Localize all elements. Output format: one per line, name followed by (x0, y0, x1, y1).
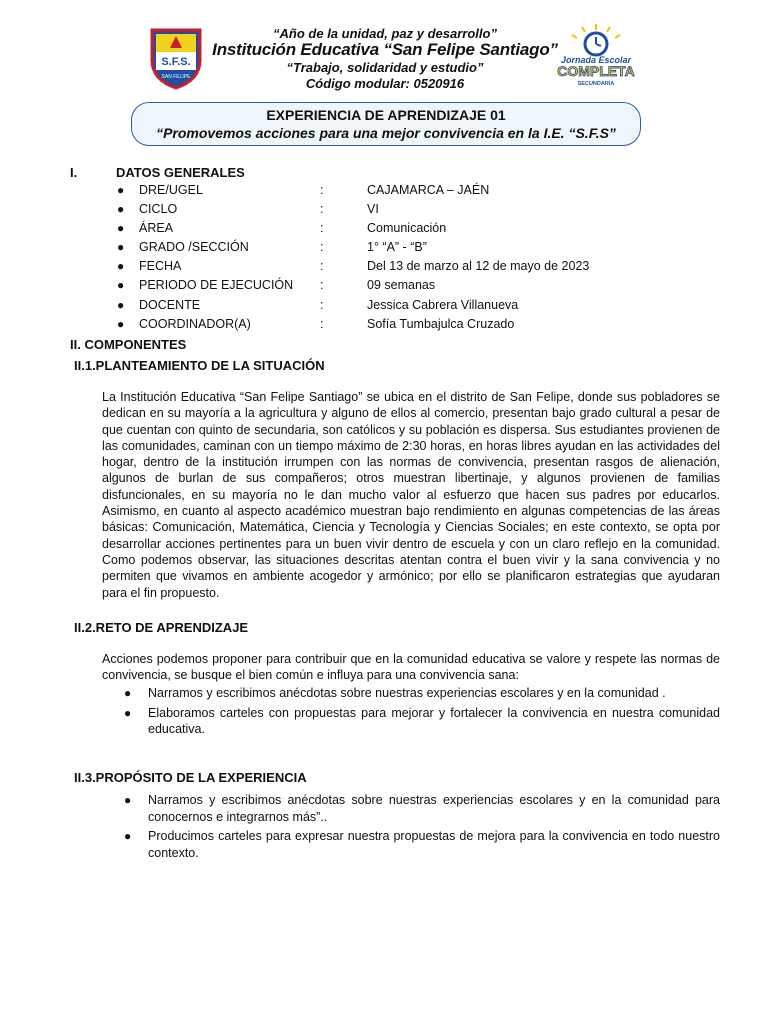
list-item-text: Elaboramos carteles con propuestas para mejorar y fortalecer la convivencia en nuestra comunidad educativa. (148, 705, 720, 736)
section-componentes: II. COMPONENTES (70, 337, 187, 352)
experience-title: EXPERIENCIA DE APRENDIZAJE 01 (266, 107, 506, 123)
situation-paragraph: La Institución Educativa “San Felipe Santiago” se ubica en el distrito de San Felipe, donde sus pobladores se dedican en su mayoría a la agricultura y alguno de ellos al comercio, presentan bajo grado cultural a pesar de que cuentan con quinto de secundaria, son católicos y su población es dispersa. Sus estudiantes provienen de las comunidades, caminan con un tiempo máximo de 2:30 horas, en horas libres ayudan en las actividades del hogar, dentro de la institución irrumpen con las normas de convivencia, presentan rasgos de alienación, algunos de burlan de sus compañeros; otros muestran libertinaje, y algunos provienen de familias disfuncionales, en su mayoría no le dan mucho valor al esfuerzo que hacen sus padres por educarlos. Asimismo, en cuanto al aspecto académico muestran bajo rendimiento en algunas competencias de las áreas básicas: Comunicación, Matemática, Ciencia y Tecnología y Ciencias Sociales; en este contexto, se opta por desarrollar acciones pertinentes para un buen vivir dentro de escuela y con un claro reflejo en la comunidad. Como podemos observar, las situaciones descritas atentan contra el buen vivir y la sana convivencia y no permiten que vivamos en ambiente acogedor y armónico; por ello se planificaron estrategias que ayudaran para el fin propuesto. (102, 390, 720, 600)
data-label: COORDINADOR(A) (139, 317, 251, 331)
logo-secundaria-text: SECUNDARIA (577, 81, 615, 87)
purpose-list (102, 792, 720, 861)
header-motto: “Trabajo, solidaridad y estudio” (286, 60, 484, 75)
data-label: DRE/UGEL (139, 183, 203, 197)
list-item: ● Narramos y escribimos anécdotas sobre nuestras experiencias escolares y en la comunidad para conocernos e integrarnos más”.. (124, 793, 720, 824)
list-item: ● Elaboramos carteles con propuestas para mejorar y fortalecer la convivencia en nuestra comunidad educativa. (124, 705, 720, 736)
data-value: 09 semanas (367, 278, 436, 292)
challenge-list (102, 685, 720, 738)
data-row: ● CICLO : VI (117, 202, 379, 216)
data-value: Sofía Tumbajulca Cruzado (367, 317, 515, 331)
experience-subtitle: “Promovemos acciones para una mejor convivencia en la I.E. “S.F.S” (156, 125, 616, 141)
data-row: ● DOCENTE : Jessica Cabrera Villanueva (117, 298, 519, 312)
header-code: Código modular: 0520916 (305, 76, 465, 91)
data-row: ● FECHA : Del 13 de marzo al 12 de mayo de 2023 (117, 259, 590, 273)
data-value: Comunicación (367, 221, 447, 235)
list-item-text: Narramos y escribimos anécdotas sobre nuestras experiencias escolares y en la comunidad para conocernos e integrarnos más”.. (148, 793, 720, 824)
list-item-text: Narramos y escribimos anécdotas sobre nuestras experiencias escolares y en la comunidad . (148, 686, 666, 700)
subsection-title: II.3.PROPÓSITO DE LA EXPERIENCIA (74, 770, 307, 785)
subsection-title: II.2.RETO DE APRENDIZAJE (74, 620, 249, 635)
data-label: CICLO (139, 202, 178, 216)
list-item: ● Narramos y escribimos anécdotas sobre nuestras experiencias escolares y en la comunidad . (124, 686, 666, 700)
data-row: ● GRADO /SECCIÓN : 1° “A” - “B” (117, 240, 427, 254)
logo-completa-text: COMPLETA (557, 63, 635, 79)
data-row: ● DRE/UGEL : CAJAMARCA – JAÉN (117, 183, 490, 197)
subsection-title: II.1.PLANTEAMIENTO DE LA SITUACIÓN (74, 358, 325, 373)
header-motto-year: “Año de la unidad, paz y desarrollo” (273, 26, 497, 41)
school-crest-icon (148, 26, 204, 90)
jornada-escolar-logo-icon (548, 22, 644, 88)
crest-sub: SAN FELIPE (161, 74, 191, 80)
section-number: I. (70, 165, 78, 180)
list-item: ● Producimos carteles para expresar nuestra propuestas de mejora para la convivencia en todo nuestro contexto. (124, 829, 720, 860)
data-row: ● COORDINADOR(A) : Sofía Tumbajulca Cruzado (117, 317, 515, 331)
data-value: Del 13 de marzo al 12 de mayo de 2023 (367, 259, 590, 273)
data-value: Jessica Cabrera Villanueva (367, 298, 519, 312)
data-label: DOCENTE (139, 298, 201, 312)
header-institution: Institución Educativa “San Felipe Santiago” (212, 40, 558, 59)
data-label: PERIODO DE EJECUCIÓN (139, 278, 294, 292)
list-item-text: Producimos carteles para expresar nuestra propuestas de mejora para la convivencia en todo nuestro contexto. (148, 829, 720, 860)
challenge-paragraph: Acciones podemos proponer para contribuir que en la comunidad educativa se valore y respete las normas de convivencia, se busque el bien común e influya para una convivencia sana: (102, 652, 720, 683)
data-value: CAJAMARCA – JAÉN (367, 183, 490, 197)
data-label: GRADO /SECCIÓN (139, 240, 249, 254)
data-value: VI (367, 202, 379, 216)
data-label: FECHA (139, 259, 182, 273)
section-title: DATOS GENERALES (116, 165, 245, 180)
crest-text: S.F.S. (161, 56, 191, 68)
logo-jornada-text: Jornada Escolar (560, 55, 632, 65)
data-label: ÁREA (139, 221, 174, 235)
data-value: 1° “A” - “B” (367, 240, 427, 254)
data-row: ● PERIODO DE EJECUCIÓN : 09 semanas (117, 278, 436, 292)
data-row: ● ÁREA : Comunicación (117, 221, 447, 235)
title-box (131, 102, 641, 146)
